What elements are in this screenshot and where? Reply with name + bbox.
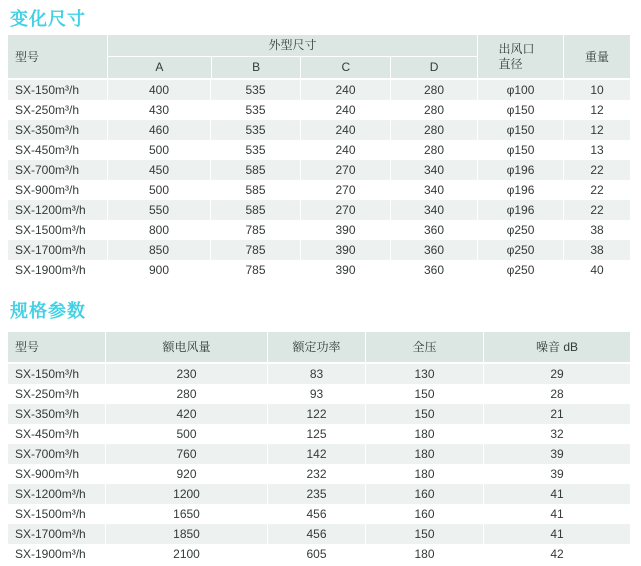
total-pressure-cell: 180 — [365, 544, 483, 564]
dim-a-cell: 900 — [107, 260, 210, 280]
noise-cell: 42 — [483, 544, 630, 564]
dim-c-cell: 240 — [300, 80, 390, 100]
header-weight: 重量 — [563, 35, 630, 78]
outlet-diameter-cell: φ196 — [477, 200, 563, 220]
dimensions-table-header — [8, 35, 630, 80]
noise-cell: 28 — [483, 384, 630, 404]
total-pressure-cell: 150 — [365, 404, 483, 424]
dimensions-table-row — [8, 140, 630, 160]
header-dim-d: D — [390, 57, 477, 78]
dim-a-cell: 430 — [107, 100, 210, 120]
model-cell: SX-250m³/h — [15, 103, 80, 117]
model-cell: SX-450m³/h — [15, 427, 80, 441]
rated-power-cell: 83 — [267, 364, 365, 384]
model-cell: SX-1700m³/h — [15, 243, 86, 257]
noise-cell: 41 — [483, 484, 630, 504]
rated-power-cell: 232 — [267, 464, 365, 484]
weight-cell: 40 — [563, 260, 630, 280]
weight-cell: 10 — [563, 80, 630, 100]
dimensions-section-title: 变化尺寸 — [10, 9, 86, 29]
dim-b-cell: 785 — [210, 220, 300, 240]
weight-cell: 38 — [563, 240, 630, 260]
dimensions-table-body — [8, 80, 630, 280]
dim-d-cell: 280 — [390, 80, 477, 100]
dim-d-cell: 360 — [390, 220, 477, 240]
rated-power-cell: 456 — [267, 504, 365, 524]
rated-power-cell: 93 — [267, 384, 365, 404]
rated-power-cell: 605 — [267, 544, 365, 564]
header-rated-power: 额定功率 — [267, 332, 365, 362]
model-cell: SX-150m³/h — [15, 83, 80, 97]
dimensions-table-row — [8, 260, 630, 280]
dim-a-cell: 850 — [107, 240, 210, 260]
model-cell: SX-1900m³/h — [15, 547, 86, 561]
model-cell: SX-700m³/h — [15, 447, 80, 461]
specs-table-body — [8, 364, 630, 564]
dim-c-cell: 390 — [300, 220, 390, 240]
dimensions-table-row — [8, 120, 630, 140]
model-cell: SX-1900m³/h — [15, 263, 86, 277]
noise-cell: 41 — [483, 504, 630, 524]
outlet-diameter-cell: φ150 — [477, 120, 563, 140]
dimensions-table-row — [8, 100, 630, 120]
rated-airflow-cell: 760 — [105, 444, 267, 464]
dim-a-cell: 550 — [107, 200, 210, 220]
dimensions-table-row — [8, 240, 630, 260]
noise-cell: 41 — [483, 524, 630, 544]
specs-table-header — [8, 332, 630, 364]
total-pressure-cell: 180 — [365, 464, 483, 484]
dim-b-cell: 585 — [210, 180, 300, 200]
model-cell: SX-1700m³/h — [15, 527, 86, 541]
weight-cell: 22 — [563, 160, 630, 180]
dim-b-cell: 585 — [210, 200, 300, 220]
outlet-diameter-cell: φ250 — [477, 240, 563, 260]
dim-b-cell: 535 — [210, 120, 300, 140]
rated-airflow-cell: 2100 — [105, 544, 267, 564]
weight-cell: 22 — [563, 180, 630, 200]
dim-d-cell: 360 — [390, 260, 477, 280]
dimensions-table-row — [8, 180, 630, 200]
dim-b-cell: 785 — [210, 240, 300, 260]
dim-d-cell: 340 — [390, 180, 477, 200]
header-outlet-line2: 直径 — [498, 56, 523, 71]
outlet-diameter-cell: φ150 — [477, 100, 563, 120]
noise-cell: 21 — [483, 404, 630, 424]
header-dim-a: A — [155, 60, 164, 74]
header-rated-airflow: 额电风量 — [105, 332, 267, 362]
outlet-diameter-cell: φ196 — [477, 180, 563, 200]
rated-airflow-cell: 920 — [105, 464, 267, 484]
rated-airflow-cell: 280 — [105, 384, 267, 404]
rated-airflow-cell: 420 — [105, 404, 267, 424]
total-pressure-cell: 160 — [365, 484, 483, 504]
dim-c-cell: 270 — [300, 180, 390, 200]
rated-power-cell: 142 — [267, 444, 365, 464]
header-dim-b: B — [211, 57, 301, 78]
model-cell: SX-450m³/h — [15, 143, 80, 157]
specs-table-row — [8, 464, 630, 484]
weight-cell: 13 — [563, 140, 630, 160]
total-pressure-cell: 150 — [365, 384, 483, 404]
rated-airflow-cell: 230 — [105, 364, 267, 384]
weight-cell: 12 — [563, 120, 630, 140]
dim-d-cell: 280 — [390, 120, 477, 140]
dim-b-cell: 535 — [210, 100, 300, 120]
header-noise-db: 噪音 dB — [483, 332, 630, 362]
dimensions-table-row — [8, 160, 630, 180]
dim-b-cell: 785 — [210, 260, 300, 280]
outlet-diameter-cell: φ196 — [477, 160, 563, 180]
dim-c-cell: 390 — [300, 240, 390, 260]
header-outlet-line1: 出风口 — [498, 41, 535, 56]
dim-d-cell: 280 — [390, 100, 477, 120]
dim-b-cell: 535 — [210, 140, 300, 160]
dim-c-cell: 240 — [300, 100, 390, 120]
total-pressure-cell: 130 — [365, 364, 483, 384]
specs-section-title: 规格参数 — [10, 301, 86, 321]
dim-a-cell: 500 — [107, 180, 210, 200]
header-dim-c: C — [300, 57, 390, 78]
outlet-diameter-cell: φ250 — [477, 260, 563, 280]
weight-cell: 12 — [563, 100, 630, 120]
header-outlet-diameter — [477, 35, 563, 78]
noise-cell: 29 — [483, 364, 630, 384]
outlet-diameter-cell: φ150 — [477, 140, 563, 160]
dim-b-cell: 535 — [210, 80, 300, 100]
dim-d-cell: 280 — [390, 140, 477, 160]
rated-power-cell: 125 — [267, 424, 365, 444]
specs-table-row — [8, 424, 630, 444]
total-pressure-cell: 160 — [365, 504, 483, 524]
header-outer-dimensions-group — [107, 35, 477, 78]
dimensions-table — [8, 35, 630, 280]
dim-d-cell: 340 — [390, 160, 477, 180]
noise-cell: 39 — [483, 464, 630, 484]
dim-c-cell: 270 — [300, 160, 390, 180]
dim-a-cell: 500 — [107, 140, 210, 160]
model-cell: SX-1200m³/h — [15, 487, 86, 501]
dim-a-cell: 460 — [107, 120, 210, 140]
rated-airflow-cell: 1650 — [105, 504, 267, 524]
rated-power-cell: 456 — [267, 524, 365, 544]
dim-a-cell: 800 — [107, 220, 210, 240]
rated-power-cell: 122 — [267, 404, 365, 424]
model-cell: SX-1500m³/h — [15, 223, 86, 237]
noise-cell: 39 — [483, 444, 630, 464]
dimensions-table-row — [8, 220, 630, 240]
outlet-diameter-cell: φ250 — [477, 220, 563, 240]
model-cell: SX-900m³/h — [15, 183, 80, 197]
dim-c-cell: 390 — [300, 260, 390, 280]
model-cell: SX-700m³/h — [15, 163, 80, 177]
model-cell: SX-1500m³/h — [15, 507, 86, 521]
dim-c-cell: 240 — [300, 140, 390, 160]
dim-a-cell: 400 — [107, 80, 210, 100]
weight-cell: 38 — [563, 220, 630, 240]
header-outer-dimensions: 外型尺寸 — [108, 35, 477, 57]
total-pressure-cell: 180 — [365, 424, 483, 444]
rated-airflow-cell: 1200 — [105, 484, 267, 504]
weight-cell: 22 — [563, 200, 630, 220]
model-cell: SX-900m³/h — [15, 467, 80, 481]
dim-a-cell: 450 — [107, 160, 210, 180]
dim-d-cell: 360 — [390, 240, 477, 260]
rated-power-cell: 235 — [267, 484, 365, 504]
header-dim-subrow — [108, 57, 477, 78]
specs-table — [8, 332, 630, 564]
dimensions-table-row — [8, 200, 630, 220]
specs-table-row — [8, 444, 630, 464]
rated-airflow-cell: 1850 — [105, 524, 267, 544]
model-cell: SX-350m³/h — [15, 407, 80, 421]
model-cell: SX-250m³/h — [15, 387, 80, 401]
specs-table-row — [8, 404, 630, 424]
dim-b-cell: 585 — [210, 160, 300, 180]
specs-table-row — [8, 524, 630, 544]
total-pressure-cell: 180 — [365, 444, 483, 464]
dim-c-cell: 240 — [300, 120, 390, 140]
specs-table-row — [8, 384, 630, 404]
dimensions-table-row — [8, 80, 630, 100]
total-pressure-cell: 150 — [365, 524, 483, 544]
header-model: 型号 — [15, 50, 40, 64]
noise-cell: 32 — [483, 424, 630, 444]
specs-table-row — [8, 504, 630, 524]
specs-table-row — [8, 364, 630, 384]
dim-d-cell: 340 — [390, 200, 477, 220]
rated-airflow-cell: 500 — [105, 424, 267, 444]
header-model: 型号 — [15, 340, 40, 354]
outlet-diameter-cell: φ100 — [477, 80, 563, 100]
model-cell: SX-1200m³/h — [15, 203, 86, 217]
model-cell: SX-150m³/h — [15, 367, 80, 381]
specs-table-row — [8, 484, 630, 504]
header-total-pressure: 全压 — [365, 332, 483, 362]
model-cell: SX-350m³/h — [15, 123, 80, 137]
dim-c-cell: 270 — [300, 200, 390, 220]
specs-table-row — [8, 544, 630, 564]
